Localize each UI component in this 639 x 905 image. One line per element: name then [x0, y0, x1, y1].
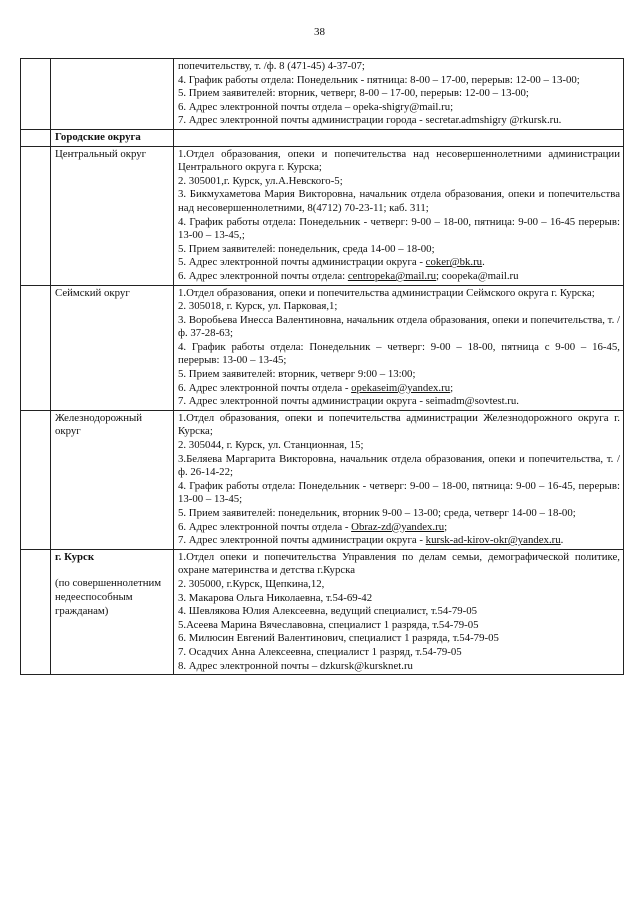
detail-text: 4. График работы отдела: Понедельник - четверг: 9-00 – 18-00, пятница: 9-00 – 16-45 перерыв: 13-00 – 13-45,; — [178, 215, 620, 242]
table-row-continuation — [21, 59, 624, 130]
detail-text: 5. Прием заявителей: понедельник, среда 14-00 – 18-00; — [178, 242, 435, 255]
detail-line — [178, 148, 620, 175]
detail-text: 1.Отдел образования, опеки и попечительства администрации Сеймского округа г. Курска; — [178, 286, 595, 299]
detail-line — [178, 534, 620, 548]
email-link[interactable]: Obraz-zd@yandex.ru — [351, 520, 445, 533]
detail-text: 4. График работы отдела: Понедельник - четверг: 9-00 – 18-00, пятница: 9-00 – 16-45, перерыв: 13-00 – 13-45; — [178, 479, 620, 506]
city-name: г. Курск — [55, 550, 95, 563]
section-header-row — [21, 129, 624, 146]
detail-line — [178, 521, 620, 535]
table-row-seim — [21, 285, 624, 410]
detail-line — [178, 382, 620, 396]
detail-line — [178, 74, 620, 88]
details-cell — [174, 146, 624, 285]
district-name: Железнодорожный округ — [51, 410, 174, 549]
detail-text: 1.Отдел опеки и попечительства Управления по делам семьи, демографической политике, охране материнства и детства г.Курска — [178, 550, 620, 577]
detail-line — [178, 507, 620, 521]
detail-text: 7. Адрес электронной почты администрации города - secretar.admshigry @rkursk.ru. — [178, 114, 562, 127]
detail-line — [178, 453, 620, 480]
detail-text: 3. Воробьева Инесса Валентиновна, начальник отдела образования, опеки и попечительства, т. /ф. 37-28-63; — [178, 313, 620, 340]
detail-text: 5. Прием заявителей: вторник, четверг, 8-00 – 17-00, перерыв: 12-00 – 13-00; — [178, 87, 529, 100]
details-cell — [174, 549, 624, 674]
detail-text: 5. Адрес электронной почты администрации округа - — [178, 256, 426, 269]
contacts-table — [20, 58, 624, 675]
detail-text: 4. График работы отдела: Понедельник - пятница: 8-00 – 17-00, перерыв: 12-00 – 13-00; — [178, 73, 580, 86]
email-link[interactable]: coker@bk.ru — [425, 256, 483, 269]
detail-text: 3.Беляева Маргарита Викторовна, начальник отдела образования, опеки и попечительства, т. /ф. 26-14-22; — [178, 452, 620, 479]
detail-line — [178, 395, 620, 409]
district-cell — [51, 59, 174, 130]
details-cell — [174, 129, 624, 146]
detail-text: 6. Милюсин Евгений Валентинович, специалист 1 разряда, т.54-79-05 — [178, 632, 499, 645]
detail-line — [178, 605, 620, 619]
detail-text: 2. 305018, г. Курск, ул. Парковая,1; — [178, 300, 338, 313]
email-link[interactable]: opekaseim@yandex.ru — [351, 381, 451, 394]
detail-text: попечительству, т. /ф. 8 (471-45) 4-37-07; — [178, 60, 365, 72]
detail-line — [178, 287, 620, 301]
row-number-cell — [21, 129, 51, 146]
detail-text: ; — [450, 381, 454, 394]
district-name: Центральный округ — [51, 146, 174, 285]
detail-line — [178, 592, 620, 606]
detail-line — [178, 646, 620, 660]
detail-line — [178, 412, 620, 439]
detail-line — [178, 300, 620, 314]
city-cell — [51, 549, 174, 674]
detail-text: 6. Адрес электронной почты отдела - — [178, 520, 352, 533]
city-note: (по совершеннолетним недееспособным гражданам) — [55, 577, 162, 617]
detail-line — [178, 188, 620, 215]
detail-line — [178, 368, 620, 382]
detail-text: 6. Адрес электронной почты отдела: — [178, 269, 348, 282]
detail-line — [178, 551, 620, 578]
detail-line — [178, 632, 620, 646]
detail-text: . — [560, 534, 564, 547]
detail-text: 5. Прием заявителей: понедельник, вторник 9-00 – 13-00; среда, четверг 14-00 – 18-00; — [178, 507, 576, 519]
page-number: 38 — [314, 26, 325, 38]
email-link[interactable]: centropeka@mail.ru — [347, 269, 437, 282]
detail-line — [178, 87, 620, 101]
detail-text: 1.Отдел образования, опеки и попечительства над несовершеннолетними администрации Центрального округа г. Курска; — [178, 147, 620, 174]
detail-text: 1.Отдел образования, опеки и попечительства администрации Железнодорожного округа г. Курска; — [178, 411, 620, 438]
detail-line — [178, 114, 620, 128]
detail-text: 7. Адрес электронной почты администрации округа - seimadm@sovtest.ru. — [178, 395, 519, 408]
district-name: Сеймский округ — [51, 285, 174, 410]
table-row-railway — [21, 410, 624, 549]
detail-line — [178, 660, 620, 674]
detail-text: 4. Шевлякова Юлия Алексеевна, ведущий специалист, т.54-79-05 — [178, 605, 478, 618]
row-number-cell — [21, 146, 51, 285]
detail-text: ; coopeka@mail.ru — [436, 269, 519, 282]
detail-line — [178, 270, 620, 284]
details-cell — [174, 285, 624, 410]
detail-line — [178, 175, 620, 189]
table-row-central — [21, 146, 624, 285]
detail-text: 7. Осадчих Анна Алексеевна, специалист 1 разряд, т.54-79-05 — [178, 645, 462, 658]
detail-text: 2. 305044, г. Курск, ул. Станционная, 15; — [178, 439, 364, 452]
detail-text: . — [482, 256, 485, 269]
detail-line — [178, 341, 620, 368]
row-number-cell — [21, 285, 51, 410]
detail-text: 7. Адрес электронной почты администрации округа - — [178, 534, 426, 547]
table-row-city — [21, 549, 624, 674]
detail-text: 2. 305001,г. Курск, ул.А.Невского-5; — [178, 174, 343, 187]
email-link[interactable]: kursk-ad-kirov-okr@yandex.ru — [425, 534, 561, 547]
row-number-cell — [21, 59, 51, 130]
detail-line — [178, 101, 620, 115]
detail-line — [178, 480, 620, 507]
detail-text: 6. Адрес электронной почты отдела - — [178, 381, 352, 394]
detail-line — [178, 439, 620, 453]
detail-line — [178, 256, 620, 270]
detail-text: 6. Адрес электронной почты отдела – opeka-shigry@mail.ru; — [178, 100, 454, 113]
detail-line — [178, 314, 620, 341]
detail-text: 8. Адрес электронной почты – dzkursk@kursknet.ru — [178, 659, 413, 672]
detail-line — [178, 60, 620, 74]
detail-text: 3. Бикмухаметова Мария Викторовна, начальник отдела образования, опеки и попечительства над несовершеннолетними, 8(4712) 70-23-11; каб. 311; — [178, 188, 620, 214]
detail-text: ; — [444, 520, 448, 533]
row-number-cell — [21, 410, 51, 549]
detail-line — [178, 243, 620, 257]
details-cell — [174, 410, 624, 549]
detail-line — [178, 578, 620, 592]
detail-text: 3. Макарова Ольга Николаевна, т.54-69-42 — [178, 591, 373, 604]
detail-text: 5.Асеева Марина Вячеславовна, специалист 1 разряда, т.54-79-05 — [178, 618, 479, 631]
detail-text: 5. Прием заявителей: вторник, четверг 9:00 – 13:00; — [178, 368, 416, 381]
detail-line — [178, 619, 620, 633]
detail-text: 4. График работы отдела: Понедельник – четверг: 9-00 – 18-00, пятница с 9-00 – 16-45, перерыв: 13-00 – 13-45; — [178, 340, 620, 367]
details-cell — [174, 59, 624, 130]
row-number-cell — [21, 549, 51, 674]
section-title: Городские округа — [51, 129, 174, 146]
detail-line — [178, 216, 620, 243]
detail-text: 2. 305000, г.Курск, Щепкина,12, — [178, 577, 325, 590]
